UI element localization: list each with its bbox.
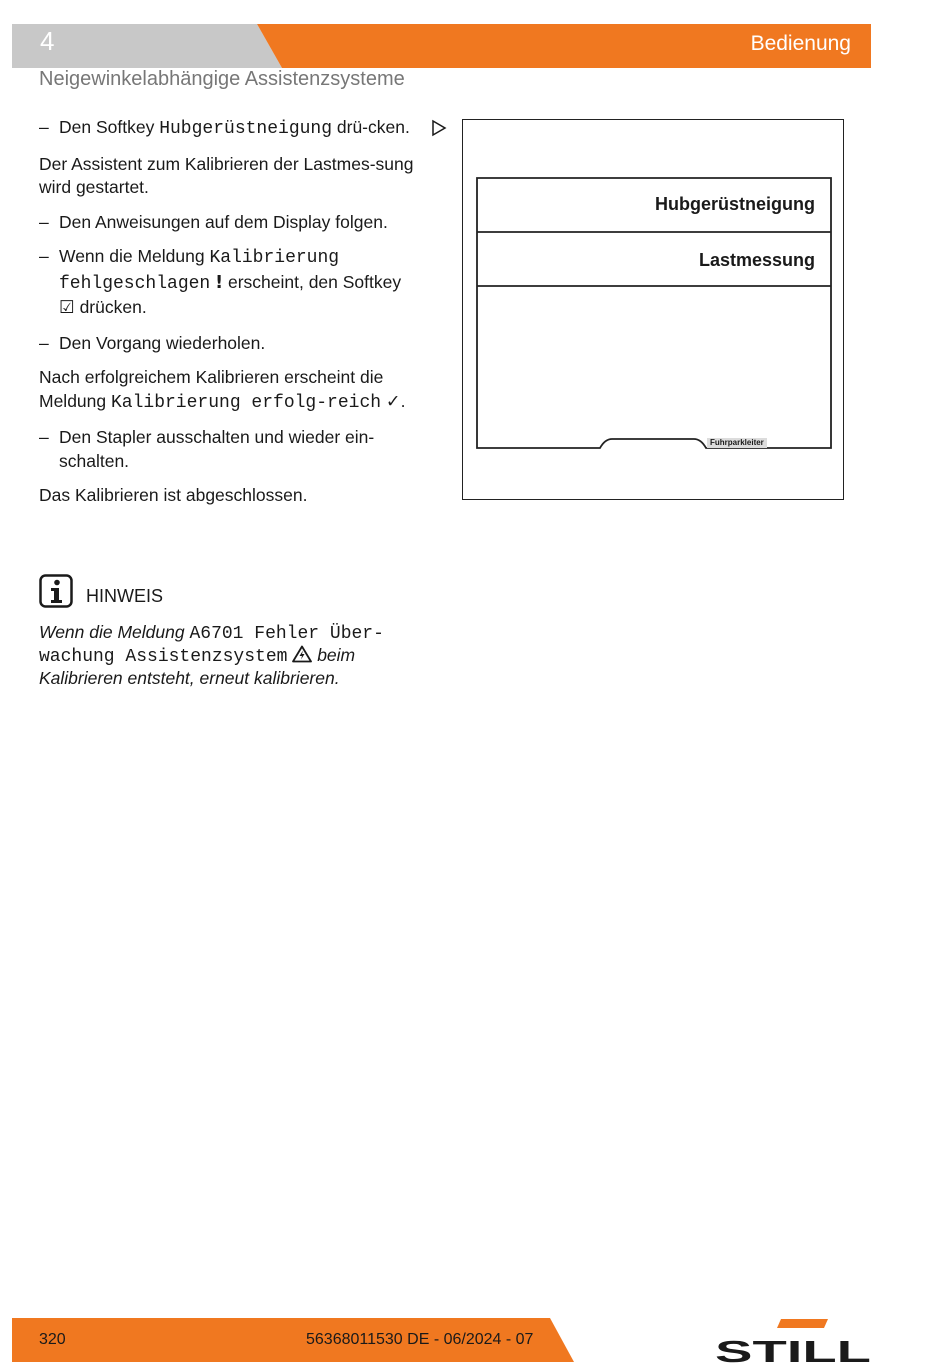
step-text: Den Softkey <box>59 117 160 137</box>
step-4 <box>39 332 419 356</box>
error-code: A6701 Fehler Über-wachung Assistenzsystem <box>39 624 384 667</box>
display-screen <box>476 177 832 449</box>
list-dash: – <box>39 427 49 447</box>
hint-label: HINWEIS <box>86 586 164 606</box>
warning-icon <box>292 645 312 663</box>
message-code: Kalibrierung erfolg-reich <box>111 392 382 413</box>
step-text: erscheint, den Softkey <box>223 271 402 292</box>
section-title: Neigewinkelabhängige Assistenzsysteme <box>39 68 405 90</box>
instruction-column <box>39 116 419 519</box>
checkbox-icon: ☑ <box>59 298 75 318</box>
exclamation-icon: ! <box>215 272 224 293</box>
still-logo <box>713 1319 873 1365</box>
paragraph-text: . <box>400 390 406 411</box>
tab-fuhrparkleiter[interactable]: Fuhrparkleiter <box>707 438 767 448</box>
list-dash: – <box>39 211 49 232</box>
list-dash: – <box>39 332 49 353</box>
menu-item-lastmessung[interactable]: Lastmessung <box>698 250 815 270</box>
step-text: drücken. <box>74 297 147 317</box>
message-code: Kalibrierung fehlgeschlagen <box>59 248 340 294</box>
step-text: Den Anweisungen auf dem Display folgen. <box>59 211 388 232</box>
paragraph-text: Nach erfolgreichem Kalibrieren erscheint die Meldung <box>39 367 384 411</box>
document-number: 56368011530 DE - 06/2024 - 07 <box>306 1331 534 1348</box>
chapter-title: Bedienung <box>750 32 851 55</box>
step-5 <box>39 426 419 473</box>
page-number: 320 <box>39 1331 66 1348</box>
step-text: Den Vorgang wiederholen. <box>59 332 266 353</box>
step-text: Den Stapler ausschalten und wieder ein-schalten. <box>59 427 375 471</box>
paragraph-start: Der Assistent zum Kalibrieren der Lastmes-sung wird gestartet. <box>39 153 414 197</box>
softkey-code: Hubgerüstneigung <box>159 119 333 139</box>
paragraph-success <box>39 366 419 415</box>
step-3 <box>39 245 419 321</box>
list-dash: – <box>39 246 49 266</box>
triangle-right-icon <box>431 119 447 137</box>
logo-text: STILL <box>715 1334 871 1365</box>
hint-text-part: beim Kalibrieren entsteht, erneut kalibrieren. <box>39 645 356 688</box>
header-band <box>12 24 871 68</box>
hint-text <box>39 622 419 689</box>
list-dash: – <box>39 117 49 137</box>
paragraph-done: Das Kalibrieren ist abgeschlossen. <box>39 485 308 505</box>
step-1 <box>39 116 419 142</box>
checkmark-icon: ✓ <box>385 391 401 412</box>
step-text: drü-cken. <box>332 117 410 137</box>
chapter-number: 4 <box>40 26 55 56</box>
step-text: Wenn die Meldung <box>59 246 210 266</box>
hint-text-part: Wenn die Meldung <box>39 622 190 642</box>
menu-item-hubgeruestneigung[interactable]: Hubgerüstneigung <box>655 194 815 214</box>
info-icon <box>39 574 73 608</box>
step-2 <box>39 211 419 235</box>
